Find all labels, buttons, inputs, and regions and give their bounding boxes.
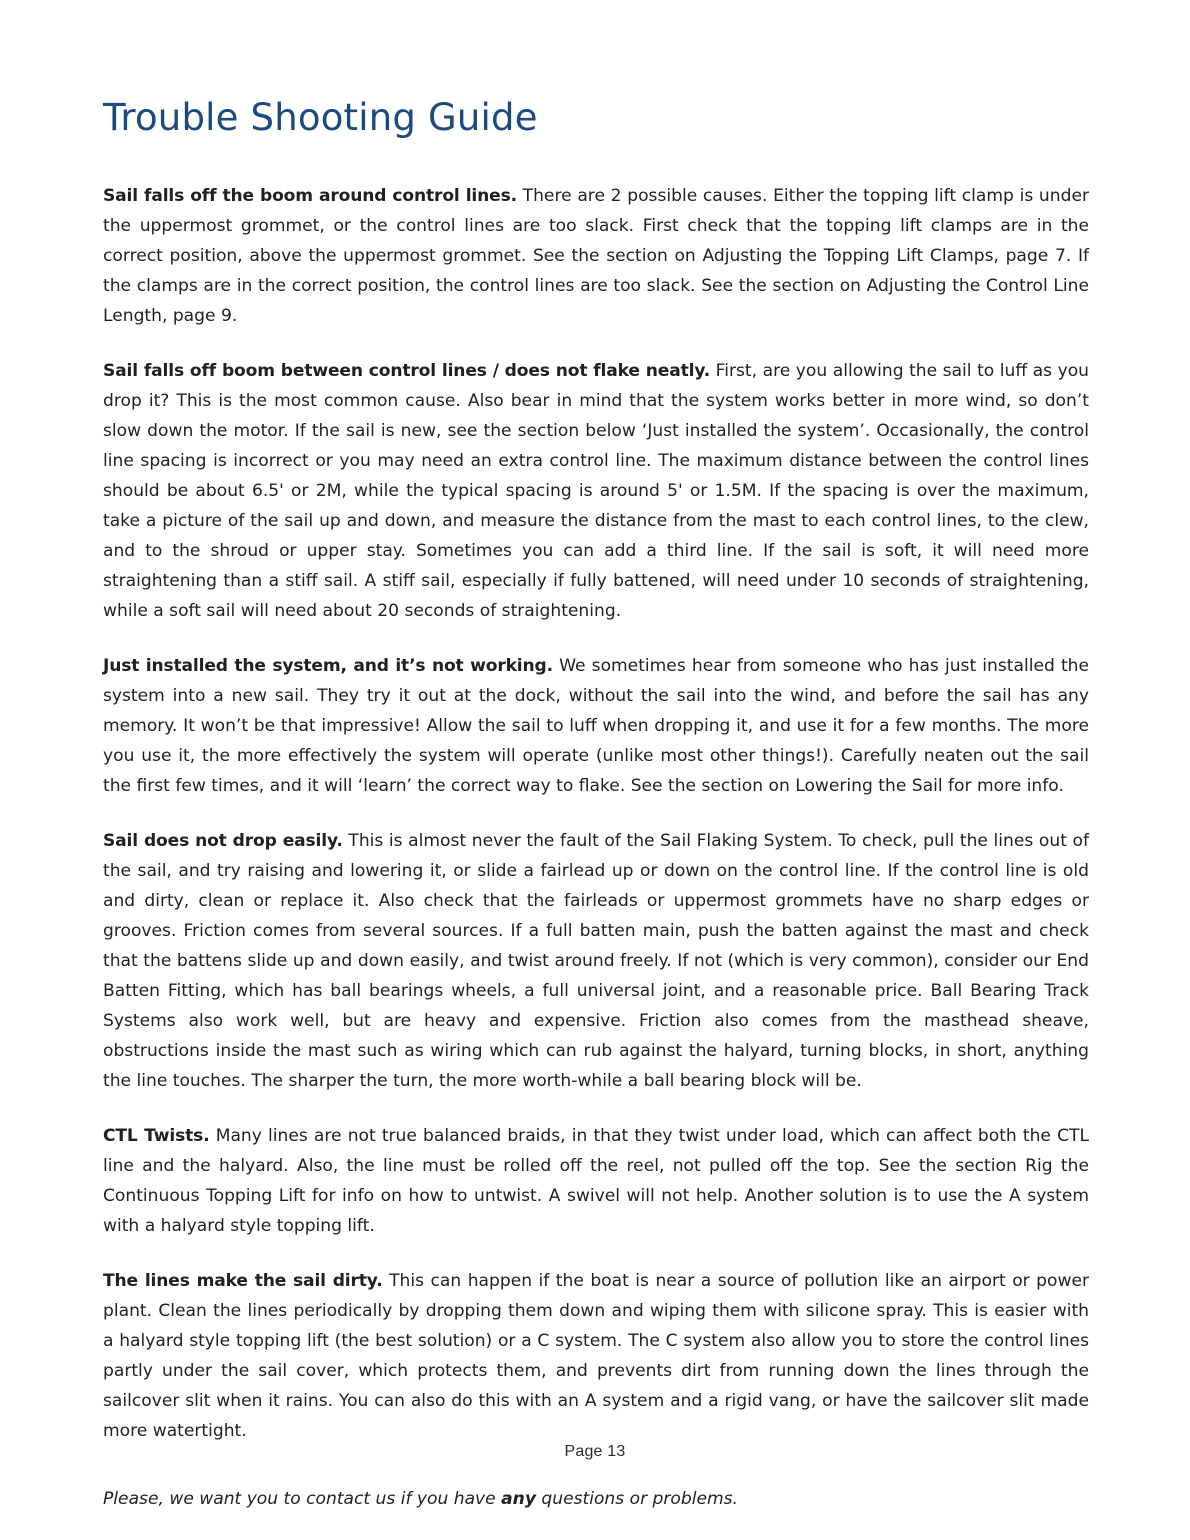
troubleshooting-entry (103, 1266, 1089, 1446)
entry-body: This can happen if the boat is near a source of pollution like an airport or power plant. Clean the lines periodically by dropping them down and wiping them with silicone spray. This is easier with a halyard style topping lift (the best solution) or a C system. The C system also allow you to store the control lines partly under the sail cover, which protects them, and prevents dirt from running down the lines through the sailcover slit when it rains. You can also do this with an A system and a rigid vang, or have the sailcover slit made more watertight. (103, 1271, 1090, 1441)
troubleshooting-entry (103, 826, 1089, 1096)
entry-body: First, are you allowing the sail to luff as you drop it? This is the most common cause. Also bear in mind that the system works better in more wind, so don’t slow down the motor. If the sail is new, see the section below ‘Just installed the system’. Occasionally, the control line spacing is incorrect or you may need an extra control line. The maximum distance between the control lines should be about 6.5' or 2M, while the typical spacing is around 5' or 1.5M. If the spacing is over the maximum, take a picture of the sail up and down, and measure the distance from the mast to each control lines, to the clew, and to the shroud or upper stay. Sometimes you can add a third line. If the sail is soft, it will need more straightening than a stiff sail. A stiff sail, especially if fully battened, will need under 10 seconds of straightening, while a soft sail will need about 20 seconds of straightening. (103, 361, 1090, 621)
troubleshooting-entry (103, 181, 1089, 331)
closing-note (103, 1484, 1089, 1514)
entry-heading: Sail does not drop easily. (103, 831, 343, 851)
document-content (103, 96, 1089, 1514)
page-number: Page 13 (564, 1443, 626, 1460)
entry-body: Many lines are not true balanced braids, in that they twist under load, which can affect both the CTL line and the halyard. Also, the line must be rolled off the reel, not pulled off the top. See the section Rig the Continuous Topping Lift for info on how to untwist. A swivel will not help. Another solution is to use the A system with a halyard style topping lift. (103, 1126, 1089, 1236)
closing-after: questions or problems. (535, 1489, 738, 1509)
entry-heading: Just installed the system, and it’s not working. (103, 656, 553, 676)
entry-heading: The lines make the sail dirty. (103, 1271, 383, 1291)
troubleshooting-entry (103, 651, 1089, 801)
entry-body: There are 2 possible causes. Either the topping lift clamp is under the uppermost grommet, or the control lines are too slack. First check that the topping lift clamps are in the correct position, above the uppermost grommet. See the section on Adjusting the Topping Lift Clamps, page 7. If the clamps are in the correct position, the control lines are too slack. See the section on Adjusting the Control Line Length, page 9. (103, 186, 1089, 326)
entry-body: We sometimes hear from someone who has just installed the system into a new sail. They try it out at the dock, without the sail into the wind, and before the sail has any memory. It won’t be that impressive! Allow the sail to luff when dropping it, and use it for a few months. The more you use it, the more effectively the system will operate (unlike most other things!). Carefully neaten out the sail the first few times, and it will ‘learn’ the correct way to flake. See the section on Lowering the Sail for more info. (103, 656, 1089, 796)
entry-body: This is almost never the fault of the Sail Flaking System. To check, pull the lines out of the sail, and try raising and lowering it, or slide a fairlead up or down on the control line. If the control line is old and dirty, clean or replace it. Also check that the fairleads or uppermost grommets have no sharp edges or grooves. Friction comes from several sources. If a full batten main, push the batten against the mast and check that the battens slide up and down easily, and twist around freely. If not (which is very common), consider our End Batten Fitting, which has ball bearings wheels, a full universal joint, and a reasonable price. Ball Bearing Track Systems also work well, but are heavy and expensive. Friction also comes from the masthead sheave, obstructions inside the mast such as wiring which can rub against the halyard, turning blocks, in short, anything the line touches. The sharper the turn, the more worth-while a ball bearing block will be. (103, 831, 1089, 1091)
closing-emphasis: any (501, 1489, 536, 1509)
entry-heading: Sail falls off boom between control lines / does not flake neatly. (103, 361, 711, 381)
page-footer (0, 1443, 1190, 1461)
troubleshooting-entry (103, 1121, 1089, 1241)
entry-heading: Sail falls off the boom around control lines. (103, 186, 517, 206)
closing-before: Please, we want you to contact us if you have (103, 1489, 502, 1509)
entry-heading: CTL Twists. (103, 1126, 210, 1146)
page-title: Trouble Shooting Guide (103, 96, 538, 139)
troubleshooting-entry (103, 356, 1089, 626)
